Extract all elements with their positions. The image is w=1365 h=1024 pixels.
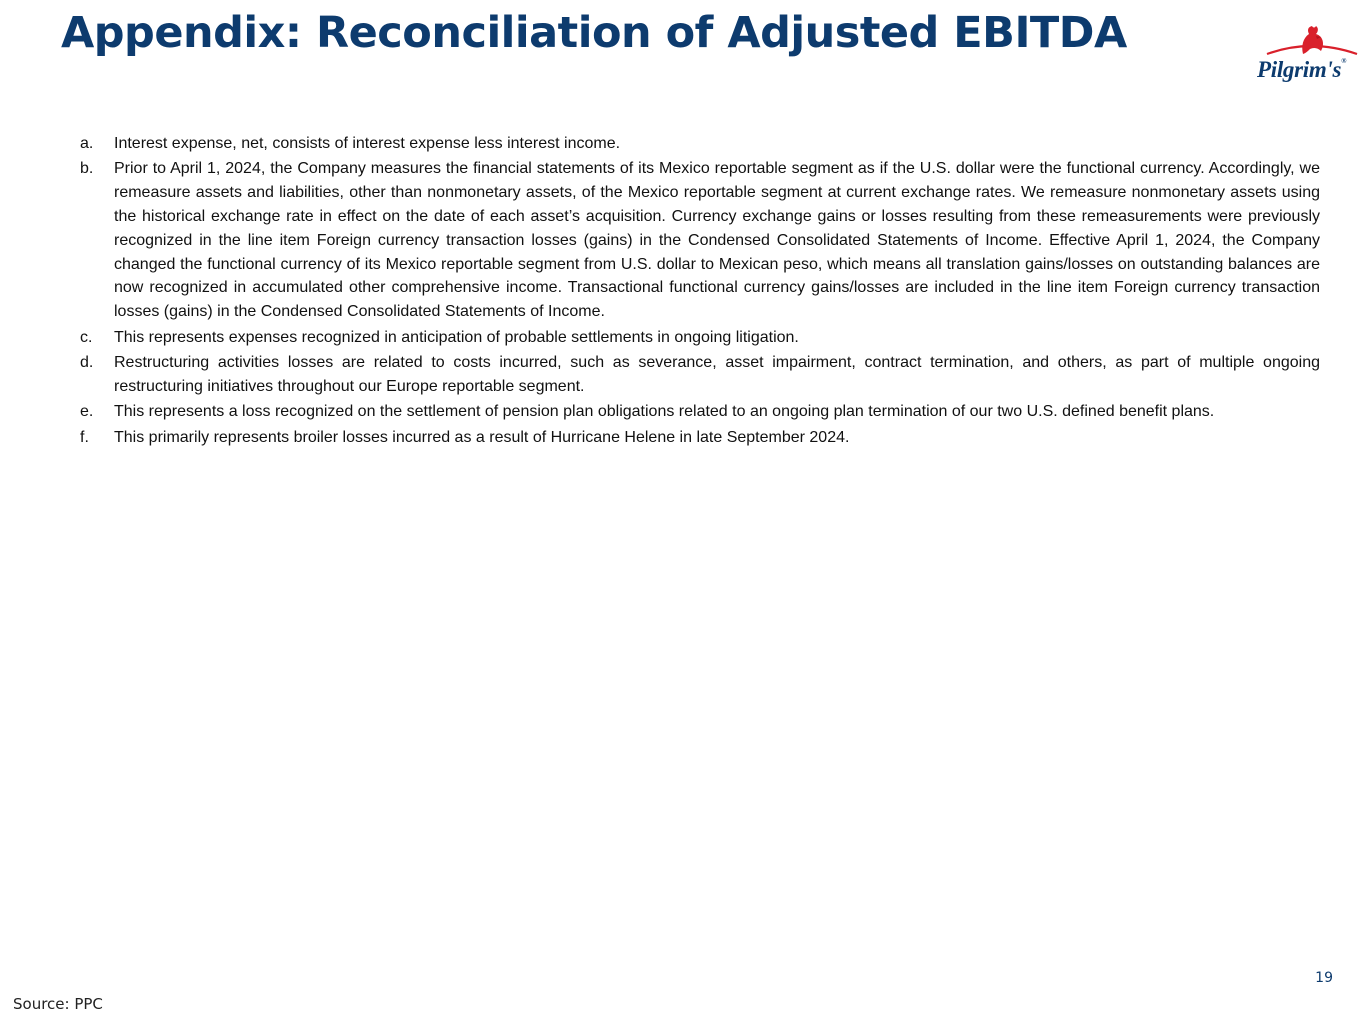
footnote-marker: b. [80,160,94,178]
footnote-c [80,326,1320,350]
footnote-marker: c. [80,328,93,346]
footnote-marker: d. [80,353,94,371]
footnote-d [80,351,1320,399]
footnote-marker: e. [80,403,94,421]
footnotes-list [80,132,1320,451]
footnote-f [80,426,1320,450]
footnote-text: This primarily represents broiler losses incurred as a result of Hurricane Helene in late September 2024. [114,428,850,446]
footnote-a [80,132,1320,156]
footnote-text: This represents a loss recognized on the settlement of pension plan obligations related to an ongoing plan termination of our two U.S. defined benefit plans. [114,403,1215,421]
pilgrims-logo [1255,24,1361,90]
footnote-e [80,400,1320,424]
footnote-text: This represents expenses recognized in anticipation of probable settlements in ongoing litigation. [114,328,799,346]
footnote-b [80,157,1320,324]
page-title: Appendix: Reconciliation of Adjusted EBITDA [61,8,1127,58]
footnote-marker: a. [80,135,94,152]
footnote-text: Restructuring activities losses are related to costs incurred, such as severance, asset impairment, contract termination, and others, as part of multiple ongoing restructuring initiatives throughout our Europe reportable segment. [114,353,1320,395]
footnote-text: Interest expense, net, consists of interest expense less interest income. [114,135,621,152]
source-note: Source: PPC [13,995,103,1013]
page-number: 19 [1315,970,1333,986]
footnote-marker: f. [80,428,89,446]
footnote-text: Prior to April 1, 2024, the Company measures the financial statements of its Mexico reportable segment as if the U.S. dollar were the functional currency. Accordingly, we remeasure assets and liabilities, other than nonmonetary assets, of the Mexico reportable segment at current exchange rates. We remeasure nonmonetary assets using the historical exchange rate in effect on the date of each asset’s acquisition. Currency exchange gains or losses resulting from these remeasurements were previously recognized in the line item Foreign currency transaction losses (gains) in the Condensed Consolidated Statements of Income. Effective April 1, 2024, the Company changed the functional currency of its Mexico reportable segment from U.S. dollar to Mexican peso, which means all translation gains/losses on outstanding balances are now recognized in accumulated other comprehensive income. Transactional functional currency gains/losses are included in the line item Foreign currency transaction losses (gains) in the Condensed Consolidated Statements of Income. [114,160,1320,321]
logo-wordmark: Pilgrim's® [1257,57,1347,82]
